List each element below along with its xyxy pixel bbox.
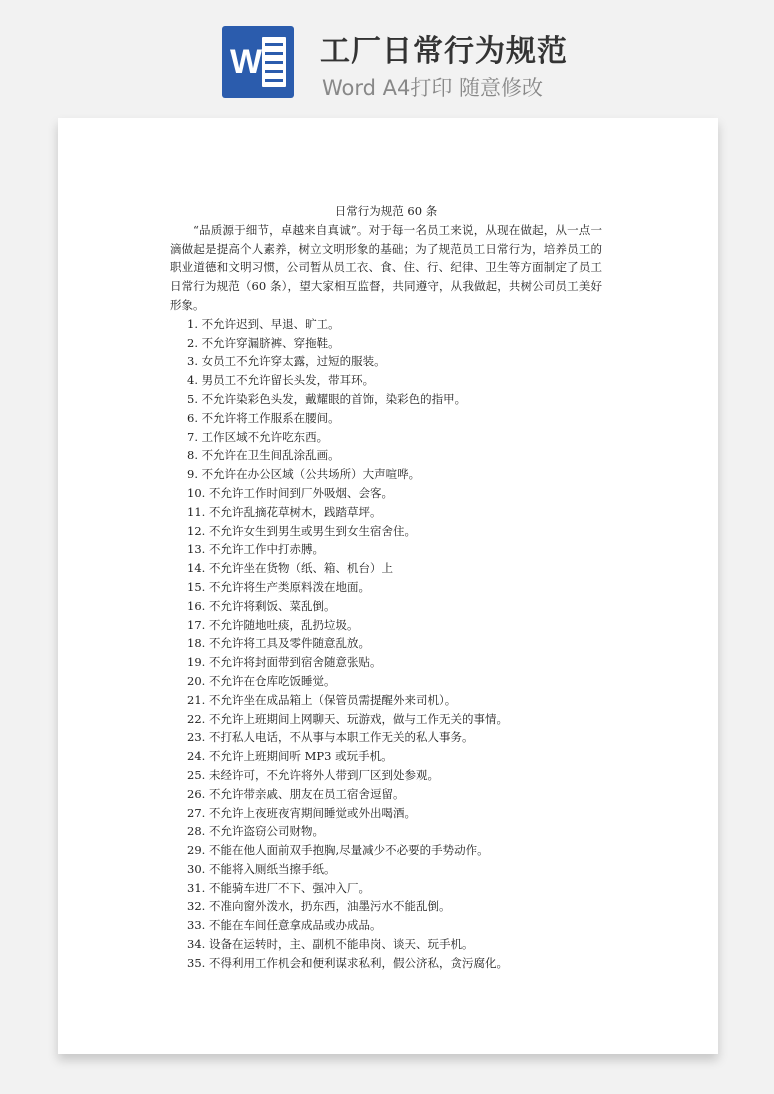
- rule-item: 18. 不允许将工具及零件随意乱放。: [187, 636, 370, 651]
- rule-item: 20. 不允许在仓库吃饭睡觉。: [187, 673, 336, 688]
- rule-item: 26. 不允许带亲戚、朋友在员工宿舍逗留。: [187, 786, 405, 801]
- rule-item: 3. 女员工不允许穿太露，过短的服装。: [187, 354, 386, 369]
- rule-item: 28. 不允许盗窃公司财物。: [187, 824, 324, 839]
- rule-item: 35. 不得利用工作机会和便利谋求私利，假公济私，贪污腐化。: [187, 955, 508, 970]
- rule-item: 2. 不允许穿漏脐裤、穿拖鞋。: [187, 335, 340, 350]
- rule-item: 27. 不允许上夜班夜宵期间睡觉或外出喝酒。: [187, 805, 416, 820]
- rule-item: 31. 不能骑车进厂不下、强冲入厂。: [187, 880, 370, 895]
- rule-item: 17. 不允许随地吐痰，乱扔垃圾。: [187, 617, 359, 632]
- rule-item: 9. 不允许在办公区域（公共场所）大声喧哗。: [187, 467, 421, 482]
- rule-item: 16. 不允许将剩饭、菜乱倒。: [187, 598, 336, 613]
- rule-item: 11. 不允许乱摘花草树木，践踏草坪。: [187, 504, 382, 519]
- rule-item: 12. 不允许女生到男生或男生到女生宿舍住。: [187, 523, 416, 538]
- rule-item: 7. 工作区域不允许吃东西。: [187, 429, 329, 444]
- rule-item: 34. 设备在运转时，主、副机不能串岗、谈天、玩手机。: [187, 937, 474, 952]
- document-page: [58, 118, 718, 1054]
- header-banner: [0, 0, 774, 118]
- rule-item: 14. 不允许坐在货物（纸、箱、机台）上: [187, 561, 393, 576]
- rule-item: 29. 不能在他人面前双手抱胸,尽量减少不必要的手势动作。: [187, 843, 489, 858]
- rule-item: 25. 未经许可，不允许将外人带到厂区到处参观。: [187, 767, 439, 782]
- document-title: 日常行为规范 60 条: [334, 204, 438, 218]
- rule-item: 8. 不允许在卫生间乱涂乱画。: [187, 448, 340, 463]
- document-intro: “品质源于细节，卓越来自真诚”。对于每一名员工来说，从现在做起，从一点一滴做起是提高个人素养，树立文明形象的基础；为了规范员工日常行为，培养员工的职业道德和文明习惯，公司暂从员工衣、食、住、行、纪律、卫生等方面制定了员工日常行为规范（60 条），望大家相互监督，共同遵守，从我做起，共树公司员工美好形象。: [170, 222, 602, 312]
- rule-item: 19. 不允许将封面带到宿舍随意张贴。: [187, 655, 382, 670]
- rule-item: 10. 不允许工作时间到厂外吸烟、会客。: [187, 485, 393, 500]
- rule-item: 13. 不允许工作中打赤膊。: [187, 542, 324, 557]
- rule-item: 1. 不允许迟到、早退、旷工。: [187, 316, 340, 331]
- rule-item: 4. 男员工不允许留长头发，带耳环。: [187, 373, 375, 388]
- rule-item: 33. 不能在车间任意拿成品或办成品。: [187, 918, 382, 933]
- rule-item: 24. 不允许上班期间听 MP3 或玩手机。: [187, 749, 393, 764]
- rule-item: 23. 不打私人电话，不从事与本职工作无关的私人事务。: [187, 730, 474, 745]
- rules-list: [170, 315, 602, 973]
- rule-item: 6. 不允许将工作服系在腰间。: [187, 410, 340, 425]
- rule-item: 22. 不允许上班期间上网聊天、玩游戏，做与工作无关的事情。: [187, 711, 508, 726]
- rule-item: 15. 不允许将生产类原料泼在地面。: [187, 579, 370, 594]
- banner-title: 工厂日常行为规范: [320, 34, 568, 69]
- banner-subtitle: Word A4打印 随意修改: [322, 76, 544, 100]
- rule-item: 5. 不允许染彩色头发，戴耀眼的首饰，染彩色的指甲。: [187, 391, 467, 406]
- word-icon-letter: W: [230, 43, 263, 81]
- rule-item: 32. 不准向窗外泼水，扔东西，油墨污水不能乱倒。: [187, 899, 451, 914]
- document-content: [170, 202, 602, 973]
- word-icon: [222, 26, 294, 98]
- rule-item: 21. 不允许坐在成品箱上（保管员需提醒外来司机）。: [187, 692, 457, 707]
- rule-item: 30. 不能将入厕纸当擦手纸。: [187, 861, 336, 876]
